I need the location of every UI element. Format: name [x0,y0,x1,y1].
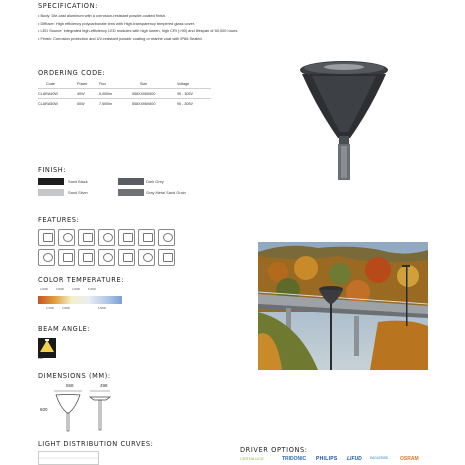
finish-title: FINISH: [38,166,67,174]
logo-certaluce: CERTALUCE [240,456,264,461]
feature-icon [158,249,175,266]
spec-line-body: • Body: Die-cast aluminum with a corrosion-resistant powder-coated finish. [38,13,167,18]
feature-icon [138,229,155,246]
finish-label-sand-silver: Sand Silver [68,190,88,195]
swatch-gray-metal [118,189,144,196]
swatch-sand-black [38,178,64,185]
spec-line-diffuser: • Diffuser: High efficiency polycarbonate lens with High-transparency tempered glass cover. [38,20,195,26]
cell-code: CLARA50W [38,99,77,109]
dimension-width: 558 [66,383,74,388]
feature-icon [158,229,175,246]
light-distribution-chart [38,451,138,465]
dimension-depth: 498 [100,383,108,388]
header-size: Size [140,81,148,86]
spec-line-finish: • Finish: Corrosion protection and UV-resistant powder coating or marine coat with IP66 Sealed. [38,35,203,41]
logo-eaglerise: EAGLERISE [370,456,389,460]
logo-tridonic: TRIDONIC [282,456,307,462]
cct-label: 3,500K [62,307,71,310]
feature-icon [98,229,115,246]
cell-size: 558X498X600 [132,99,177,109]
finish-label-sand-black: Sand Black [68,179,88,184]
feature-icon [78,249,95,266]
feature-icon [38,229,55,246]
ordering-table [38,79,211,108]
dimensions-title: DIMENSIONS (MM): [38,372,111,380]
cell-flux: 6,000lm [99,89,132,99]
color-temperature-gradient [38,296,122,304]
beam-angle-icon [38,338,56,358]
cell-power: 40W [77,89,99,99]
color-temperature-title: COLOR TEMPERATURE: [38,276,125,284]
feature-icon [138,249,155,266]
swatch-sand-silver [38,189,64,196]
cell-flux: 7,500lm [99,99,132,109]
spec-line-led: • LED Source: Integrated high-efficiency LED modules with high lumen, high CRI (>90) and lifespan of 50,000 hours. [38,28,239,34]
logo-osram: OSRAM [400,456,419,462]
logo-lifud: LIFUD [347,456,362,462]
feature-icon [58,229,75,246]
feature-icon [118,249,135,266]
installation-photo [258,242,428,370]
feature-icon [38,249,55,266]
feature-icon [58,249,75,266]
cell-power: 50W [77,99,99,109]
header-power: Power [77,81,88,86]
feature-icon [78,229,95,246]
table-row [38,89,211,99]
features-grid [38,229,178,269]
ordering-header-row [38,79,211,89]
dimension-height: 600 [40,407,48,412]
cct-label: 6,500K [98,307,107,310]
features-title: FEATURES: [38,216,80,224]
cct-label: 3,000K [56,288,65,291]
table-row [38,99,211,109]
cell-code: CLARA40W [38,89,77,99]
cct-label: 2,200K [40,288,49,291]
feature-icon [98,249,115,266]
cct-label: 4,000K [72,288,81,291]
cct-label: 2,700K [46,307,55,310]
header-code: Code [46,81,55,86]
cell-voltage: 90 - 305V [177,89,211,99]
driver-options-title: DRIVER OPTIONS: [240,446,308,454]
light-distribution-title: LIGHT DISTRIBUTION CURVES: [38,440,154,448]
dimensions-drawing [52,389,124,434]
cct-label: 5,000K [88,288,97,291]
swatch-dark-grey [118,178,144,185]
cell-voltage: 90 - 305V [177,99,211,109]
cell-size: 558X498X600 [132,89,177,99]
beam-angle-title: BEAM ANGLE: [38,325,91,333]
specification-title: SPECIFICATION: [38,2,98,10]
ordering-title: ORDERING CODE: [38,69,106,77]
logo-philips: PHILIPS [316,456,338,462]
header-flux: Flux [99,81,106,86]
beam-angle-value: 130° [38,356,45,360]
header-voltage: Voltage [177,81,190,86]
finish-label-gray-metal: Gray Metal Sand Grain [146,190,186,195]
streetlight-product-image [288,50,400,185]
feature-icon [118,229,135,246]
specification-list [38,12,338,42]
finish-label-dark-grey: Dark Grey [146,179,164,184]
